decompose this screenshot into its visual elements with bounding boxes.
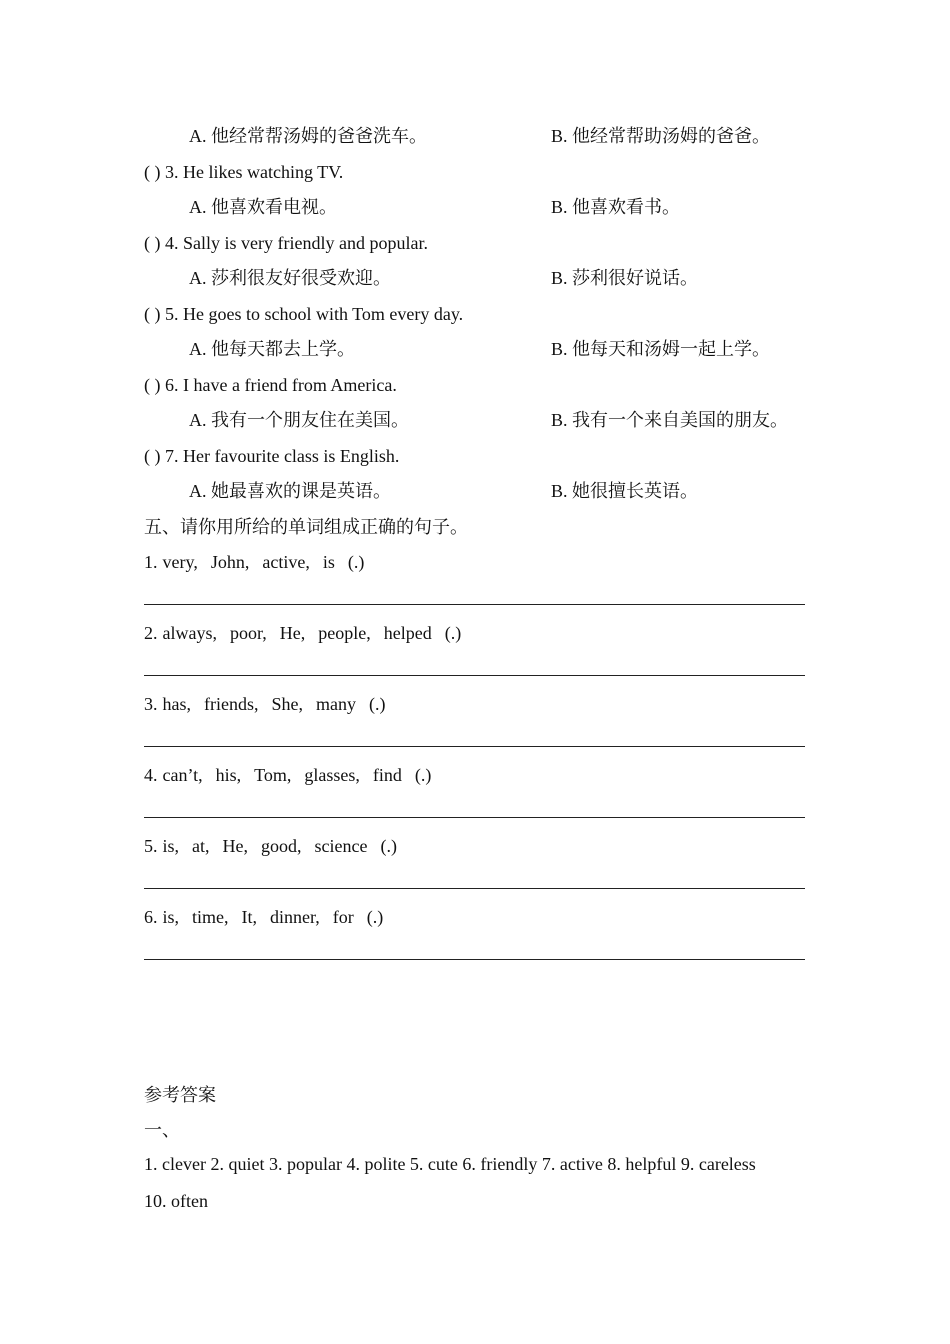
item-number: 6.: [144, 907, 158, 927]
word: many: [315, 694, 356, 714]
sentence-item-2: [144, 621, 474, 645]
answers-part-label: 一、: [144, 1120, 180, 1140]
word: can’t,: [162, 765, 203, 785]
question-5: ( ) 5. He goes to school with Tom every day.: [144, 304, 464, 324]
sentence-item-6: [144, 905, 396, 929]
question-3: ( ) 3. He likes watching TV.: [144, 162, 344, 182]
sentence-item-4: [144, 763, 444, 787]
answer-line[interactable]: [144, 959, 805, 960]
sentence-item-5: [144, 834, 410, 858]
word: always,: [162, 623, 217, 643]
answers-line: 1. clever 2. quiet 3. popular 4. polite 5. cute 6. friendly 7. active 8. helpful 9. careless: [144, 1154, 756, 1174]
item-number: 4.: [144, 765, 158, 785]
word: at,: [192, 836, 210, 856]
option-a: A. 我有一个朋友住在美国。: [189, 410, 409, 430]
word: (.): [414, 765, 432, 785]
option-b: B. 他经常帮助汤姆的爸爸。: [551, 126, 771, 146]
word: poor,: [229, 623, 267, 643]
question-4: ( ) 4. Sally is very friendly and popular.: [144, 233, 428, 253]
answer-line[interactable]: [144, 746, 805, 747]
word: (.): [366, 907, 384, 927]
option-a: A. 他喜欢看电视。: [189, 197, 337, 217]
item-number: 2.: [144, 623, 158, 643]
option-a: A. 莎利很友好很受欢迎。: [189, 268, 391, 288]
word: He,: [279, 623, 306, 643]
answer-line[interactable]: [144, 888, 805, 889]
answer-line[interactable]: [144, 675, 805, 676]
option-b: B. 她很擅长英语。: [551, 481, 699, 501]
word: good,: [261, 836, 302, 856]
word: glasses,: [304, 765, 360, 785]
option-a: A. 他每天都去上学。: [189, 339, 355, 359]
item-number: 3.: [144, 694, 158, 714]
option-b: B. 我有一个来自美国的朋友。: [551, 410, 789, 430]
word: (.): [368, 694, 386, 714]
option-b: B. 莎利很好说话。: [551, 268, 699, 288]
word: is,: [162, 907, 180, 927]
word: is,: [162, 836, 180, 856]
word: people,: [318, 623, 371, 643]
word: very,: [162, 552, 198, 572]
question-7: ( ) 7. Her favourite class is English.: [144, 446, 400, 466]
word: He,: [222, 836, 249, 856]
sentence-item-3: [144, 692, 398, 716]
word: (.): [380, 836, 397, 856]
word: science: [314, 836, 368, 856]
word: Tom,: [254, 765, 292, 785]
word: It,: [241, 907, 258, 927]
word: time,: [192, 907, 229, 927]
option-a: A. 他经常帮汤姆的爸爸洗车。: [189, 126, 427, 146]
word: helped: [383, 623, 432, 643]
option-a: A. 她最喜欢的课是英语。: [189, 481, 391, 501]
word: has,: [162, 694, 191, 714]
word: (.): [347, 552, 365, 572]
answers-heading: 参考答案: [144, 1085, 216, 1105]
word: dinner,: [270, 907, 320, 927]
section-heading: 五、请你用所给的单词组成正确的句子。: [144, 517, 468, 537]
question-6: ( ) 6. I have a friend from America.: [144, 375, 397, 395]
word: is: [322, 552, 335, 572]
answers-line: 10. often: [144, 1191, 208, 1211]
word: for: [332, 907, 354, 927]
option-b: B. 他喜欢看书。: [551, 197, 681, 217]
answer-line[interactable]: [144, 604, 805, 605]
item-number: 1.: [144, 552, 158, 572]
word: She,: [271, 694, 303, 714]
word: John,: [210, 552, 250, 572]
answer-line[interactable]: [144, 817, 805, 818]
item-number: 5.: [144, 836, 158, 856]
word: find: [372, 765, 402, 785]
word: friends,: [204, 694, 259, 714]
option-b: B. 他每天和汤姆一起上学。: [551, 339, 771, 359]
sentence-item-1: [144, 550, 377, 574]
word: active,: [262, 552, 310, 572]
word: (.): [444, 623, 462, 643]
word: his,: [215, 765, 242, 785]
